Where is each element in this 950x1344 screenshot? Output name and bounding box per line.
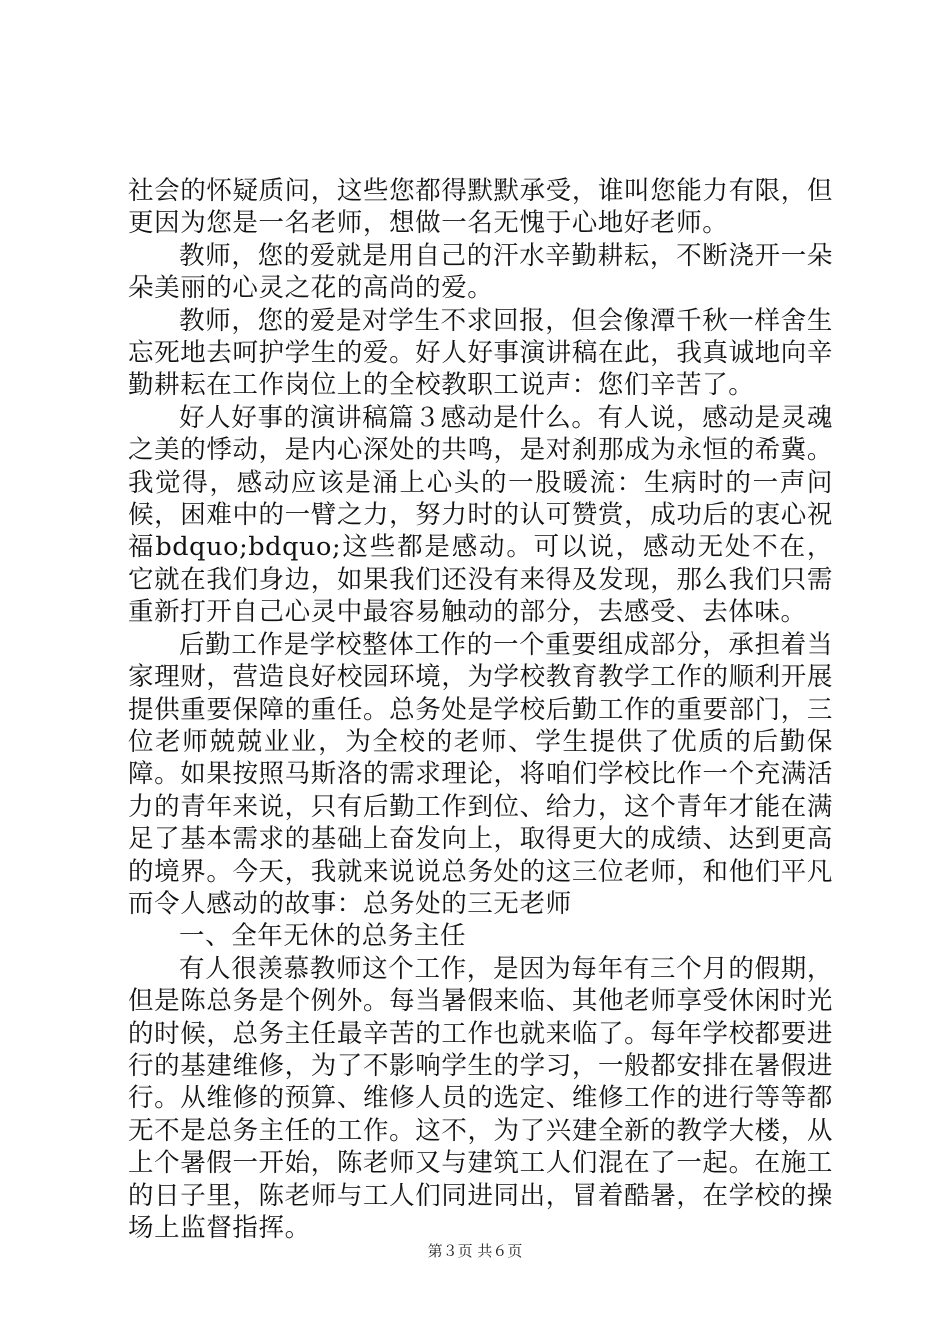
section-heading-director: 一、全年无休的总务主任 <box>179 921 467 952</box>
page-footer <box>0 1240 950 1261</box>
paragraph-logistics: 后勤工作是学校整体工作的一个重要组成部分，承担着当家理财，营造良好校园环境，为学校教育教学工作的顺利开展提供重要保障的重任。总务处是学校后勤工作的重要部门，三位老师兢兢业业，为全校的老师、学生提供了优质的后勤保障。如果按照马斯洛的需求理论，将咱们学校比作一个充满活力的青年来说，只有后勤工作到位、给力，这个青年才能在满足了基本需求的基础上奋发向上，取得更大的成绩、达到更高的境界。今天，我就来说说总务处的这三位老师，和他们平凡而令人感动的故事：总务处的三无老师 <box>128 629 833 919</box>
paragraph-speech-3-intro: 好人好事的演讲稿篇３感动是什么。有人说，感动是灵魂之美的悸动，是内心深处的共鸣，是对刹那成为永恒的希冀。我觉得，感动应该是涌上心头的一股暖流：生病时的一声问候，困难中的一臂之力，努力时的认可赞赏，成功后的衷心祝福bdquo;bdquo;这些都是感动。可以说，感动无处不在，它就在我们身边，如果我们还没有来得及发现，那么我们只需重新打开自己心灵中最容易触动的部分，去感受、去体味。 <box>128 402 833 628</box>
paragraph-teacher-love-2: 教师，您的爱是对学生不求回报，但会像潭千秋一样舍生忘死地去呵护学生的爱。好人好事演讲稿在此，我真诚地向辛勤耕耘在工作岗位上的全校教职工说声：您们辛苦了。 <box>128 305 833 401</box>
paragraph-director-story: 有人很羡慕教师这个工作，是因为每年有三个月的假期，但是陈总务是个例外。每当暑假来临、其他老师享受休闲时光的时候，总务主任最辛苦的工作也就来临了。每年学校都要进行的基建维修，为了不影响学生的学习，一般都安排在暑假进行。从维修的预算、维修人员的选定、维修工作的进行等等都无不是总务主任的工作。这不，为了兴建全新的教学大楼，从上个暑假一开始，陈老师又与建筑工人们混在了一起。在施工的日子里，陈老师与工人们同进同出，冒着酷暑，在学校的操场上监督指挥。 <box>128 953 833 1243</box>
page-number-label: 第３页 共６页 <box>427 1242 523 1260</box>
document-body <box>128 175 833 1244</box>
paragraph-teacher-love-1: 教师，您的爱就是用自己的汗水辛勤耕耘，不断浇开一朵朵美丽的心灵之花的高尚的爱。 <box>128 240 833 304</box>
paragraph-continuation: 社会的怀疑质问，这些您都得默默承受，谁叫您能力有限，但更因为您是一名老师，想做一名无愧于心地好老师。 <box>128 176 833 239</box>
